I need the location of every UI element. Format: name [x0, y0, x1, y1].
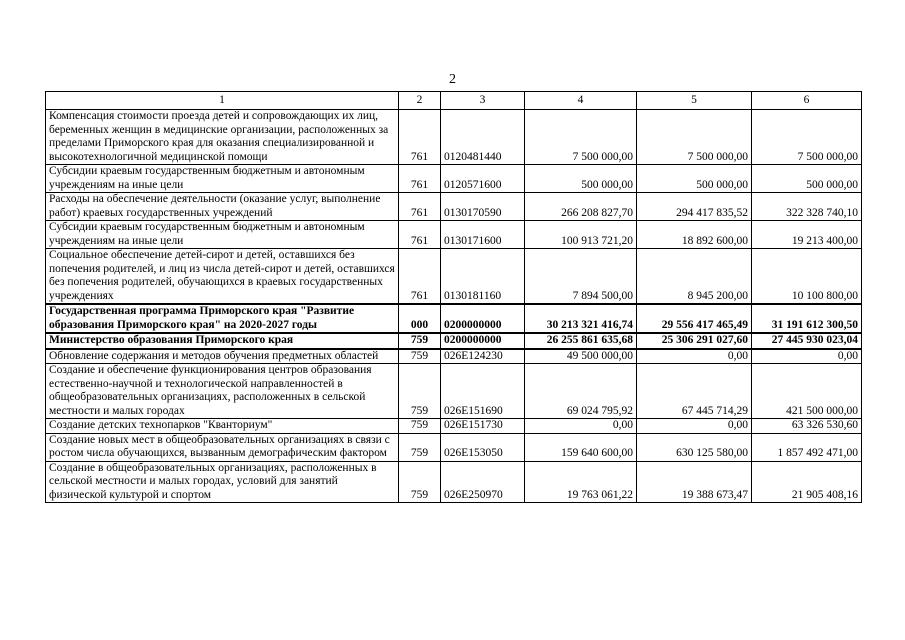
row-value-2020: 0,00 — [525, 419, 637, 434]
row-value-2021: 8 945 200,00 — [637, 249, 752, 305]
table-row-ministry-total — [46, 333, 862, 349]
row-code: 000 — [399, 304, 441, 333]
row-value-2022: 500 000,00 — [752, 165, 862, 193]
row-code: 761 — [399, 221, 441, 249]
row-name: Субсидии краевым государственным бюджетным и автономным учреждениям на иные цели — [46, 165, 399, 193]
table-row — [46, 165, 862, 193]
row-csr: 026E250970 — [441, 461, 525, 503]
row-name: Компенсация стоимости проезда детей и сопровождающих их лиц, беременных женщин в медицинские организации, расположенных за пределами Приморского края для оказания специализированной и высокотехнологичной медицинской помощи — [46, 110, 399, 165]
row-code: 761 — [399, 249, 441, 305]
row-value-2020: 266 208 827,70 — [525, 193, 637, 221]
row-value-2022: 0,00 — [752, 349, 862, 364]
row-code: 761 — [399, 110, 441, 165]
row-csr: 0200000000 — [441, 304, 525, 333]
row-value-2021: 500 000,00 — [637, 165, 752, 193]
row-csr: 0130181160 — [441, 249, 525, 305]
row-value-2020: 7 894 500,00 — [525, 249, 637, 305]
table-row — [46, 364, 862, 419]
row-name: Расходы на обеспечение деятельности (оказание услуг, выполнение работ) краевых государственных учреждений — [46, 193, 399, 221]
table-header-row — [46, 92, 862, 110]
row-value-2020: 100 913 721,20 — [525, 221, 637, 249]
table-row — [46, 349, 862, 364]
row-value-2021: 29 556 417 465,49 — [637, 304, 752, 333]
row-value-2021: 0,00 — [637, 419, 752, 434]
row-csr: 0130170590 — [441, 193, 525, 221]
row-code: 759 — [399, 433, 441, 461]
row-value-2022: 19 213 400,00 — [752, 221, 862, 249]
row-value-2021: 294 417 835,52 — [637, 193, 752, 221]
row-value-2022: 31 191 612 300,50 — [752, 304, 862, 333]
table-row — [46, 461, 862, 503]
row-value-2021: 19 388 673,47 — [637, 461, 752, 503]
row-value-2022: 10 100 800,00 — [752, 249, 862, 305]
row-name: Создание и обеспечение функционирования центров образования естественно-научной и технологической направленностей в общеобразовательных организациях, расположенных в сельской местности и малых городах — [46, 364, 399, 419]
row-value-2022: 63 326 530,60 — [752, 419, 862, 434]
row-value-2021: 630 125 580,00 — [637, 433, 752, 461]
row-name: Создание в общеобразовательных организациях, расположенных в сельской местности и малых городах, условий для занятий физической культурой и спортом — [46, 461, 399, 503]
table-row — [46, 110, 862, 165]
row-code: 759 — [399, 419, 441, 434]
header-cell-6: 6 — [752, 92, 862, 110]
row-csr: 026E151690 — [441, 364, 525, 419]
row-code: 759 — [399, 349, 441, 364]
row-name: Субсидии краевым государственным бюджетным и автономным учреждениям на иные цели — [46, 221, 399, 249]
header-cell-2: 2 — [399, 92, 441, 110]
row-value-2020: 49 500 000,00 — [525, 349, 637, 364]
row-value-2021: 18 892 600,00 — [637, 221, 752, 249]
header-cell-5: 5 — [637, 92, 752, 110]
row-value-2022: 27 445 930 023,04 — [752, 333, 862, 349]
row-code: 759 — [399, 333, 441, 349]
header-cell-4: 4 — [525, 92, 637, 110]
row-csr: 0200000000 — [441, 333, 525, 349]
row-value-2020: 30 213 321 416,74 — [525, 304, 637, 333]
row-value-2022: 421 500 000,00 — [752, 364, 862, 419]
table-row — [46, 419, 862, 434]
row-csr: 026E151730 — [441, 419, 525, 434]
table-row — [46, 193, 862, 221]
table-row-program-total — [46, 304, 862, 333]
row-code: 759 — [399, 461, 441, 503]
row-value-2020: 159 640 600,00 — [525, 433, 637, 461]
table-row — [46, 433, 862, 461]
header-cell-3: 3 — [441, 92, 525, 110]
row-value-2022: 21 905 408,16 — [752, 461, 862, 503]
row-name: Обновление содержания и методов обучения предметных областей — [46, 349, 399, 364]
row-code: 759 — [399, 364, 441, 419]
row-name: Государственная программа Приморского края "Развитие образования Приморского края" на 2020-2027 годы — [46, 304, 399, 333]
row-name: Министерство образования Приморского края — [46, 333, 399, 349]
budget-table — [45, 91, 862, 503]
row-value-2020: 500 000,00 — [525, 165, 637, 193]
row-name: Создание новых мест в общеобразовательных организациях в связи с ростом числа обучающихся, вызванным демографическим фактором — [46, 433, 399, 461]
row-value-2020: 19 763 061,22 — [525, 461, 637, 503]
row-code: 761 — [399, 165, 441, 193]
row-value-2021: 7 500 000,00 — [637, 110, 752, 165]
row-value-2022: 322 328 740,10 — [752, 193, 862, 221]
row-name: Социальное обеспечение детей-сирот и детей, оставшихся без попечения родителей, и лиц из числа детей-сирот и детей, оставшихся без попечения родителей, обучающихся в краевых государственных учреждениях — [46, 249, 399, 305]
page-number: 2 — [449, 72, 456, 87]
row-value-2020: 7 500 000,00 — [525, 110, 637, 165]
row-value-2021: 25 306 291 027,60 — [637, 333, 752, 349]
row-csr: 0120571600 — [441, 165, 525, 193]
row-value-2022: 7 500 000,00 — [752, 110, 862, 165]
table-row — [46, 249, 862, 305]
row-csr: 0130171600 — [441, 221, 525, 249]
header-cell-1: 1 — [46, 92, 399, 110]
row-value-2020: 26 255 861 635,68 — [525, 333, 637, 349]
row-value-2021: 0,00 — [637, 349, 752, 364]
row-value-2020: 69 024 795,92 — [525, 364, 637, 419]
row-csr: 026E153050 — [441, 433, 525, 461]
row-code: 761 — [399, 193, 441, 221]
row-value-2022: 1 857 492 471,00 — [752, 433, 862, 461]
row-csr: 026E124230 — [441, 349, 525, 364]
row-csr: 0120481440 — [441, 110, 525, 165]
row-name: Создание детских технопарков "Кванториум" — [46, 419, 399, 434]
table-row — [46, 221, 862, 249]
row-value-2021: 67 445 714,29 — [637, 364, 752, 419]
